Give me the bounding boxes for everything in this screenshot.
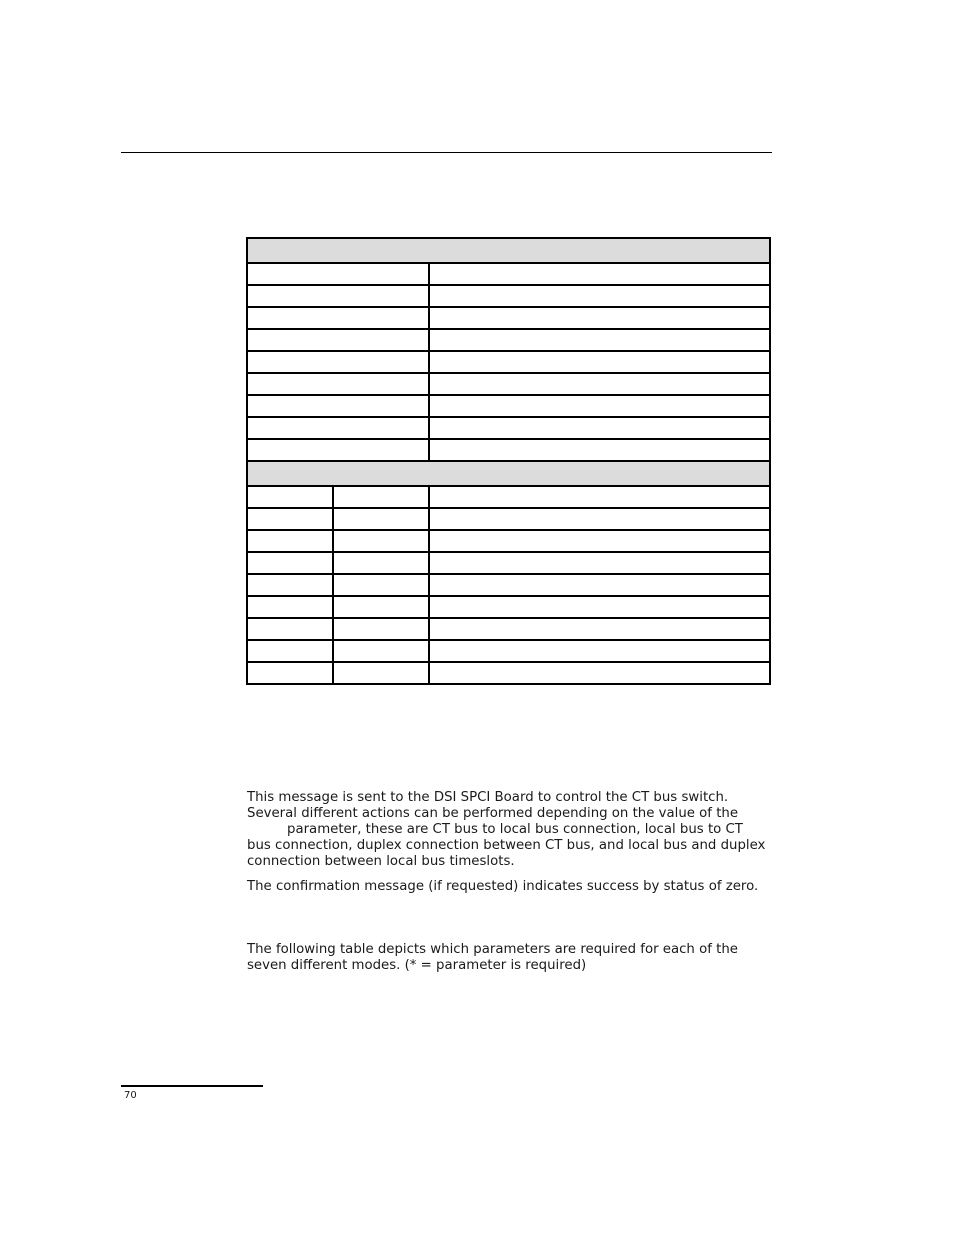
- confirmation-paragraph: The confirmation message (if requested) indicates success by status of zero.: [247, 879, 759, 894]
- page-number: 70: [124, 1090, 137, 1101]
- table-row: [247, 351, 770, 373]
- description-paragraph: [247, 790, 767, 870]
- table-section-header: [247, 461, 770, 486]
- table-row: [247, 552, 770, 574]
- modes-paragraph: The following table depicts which parameters are required for each of the seven different modes. (* = parameter is required): [247, 942, 738, 973]
- description-text-2: parameter, these are CT bus to local bus connection, local bus to CT bus connection, duplex connection between CT bus, and local bus and duplex connection between local bus timeslots.: [247, 822, 766, 869]
- table-row: [247, 439, 770, 461]
- message-format-table: [246, 237, 771, 685]
- table-row: [247, 596, 770, 618]
- table-row: [247, 530, 770, 552]
- table-row: [247, 373, 770, 395]
- table-section-header: [247, 238, 770, 263]
- table-row: [247, 417, 770, 439]
- description-text-1: This message is sent to the DSI SPCI Board to control the CT bus switch. Several different actions can be performed depending on the value of the: [247, 790, 739, 821]
- table-row: [247, 662, 770, 684]
- table-row: [247, 508, 770, 530]
- table-row: [247, 486, 770, 508]
- table-row: [247, 640, 770, 662]
- table-row: [247, 307, 770, 329]
- table-row: [247, 618, 770, 640]
- table-row: [247, 263, 770, 285]
- table-row: [247, 285, 770, 307]
- table-row: [247, 329, 770, 351]
- table-row: [247, 395, 770, 417]
- footer-rule: [121, 1085, 263, 1087]
- header-rule: [121, 152, 772, 153]
- table-row: [247, 574, 770, 596]
